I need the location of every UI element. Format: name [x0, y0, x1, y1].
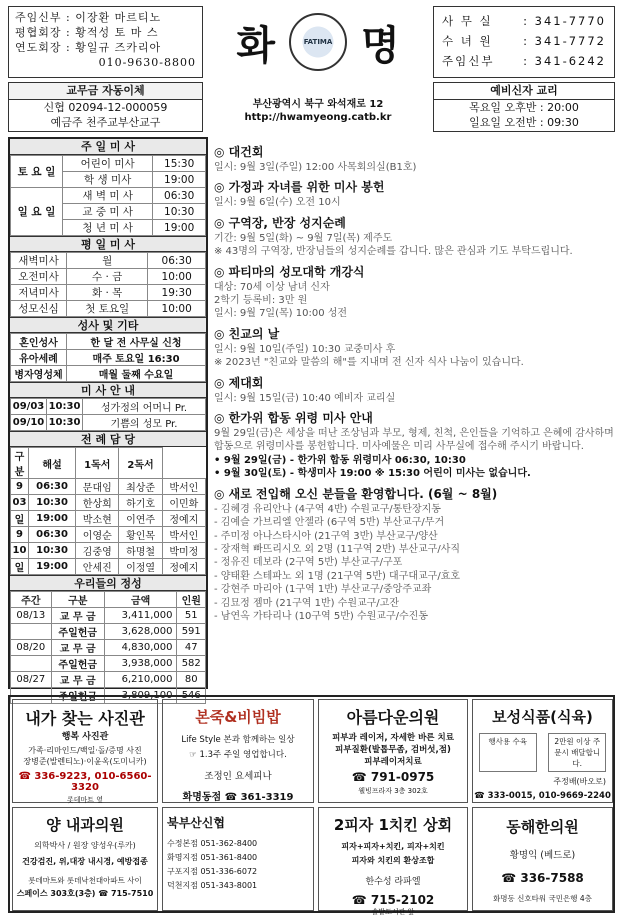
notice-item — [214, 375, 614, 405]
notice-item — [214, 326, 614, 370]
duty-cell: 10:30 — [29, 543, 76, 559]
account-number: 신협 02094-12-000059 — [43, 101, 168, 114]
offering-cell: 교 무 금 — [51, 608, 104, 624]
ad-text: ☞ 1.3주 주일 영업합니다. — [189, 750, 287, 760]
mass-day: 수 · 금 — [67, 269, 148, 285]
ad-text: 웰빙프라자 3층 302호 — [358, 787, 428, 795]
mass-time: 10:30 — [153, 204, 206, 220]
mass-name: 새 벽 미 사 — [63, 188, 153, 204]
account-box — [8, 82, 203, 132]
mass-day: 월 — [67, 253, 148, 269]
duty-cell: 03 — [11, 495, 29, 511]
offering-cell: 주일헌금 — [51, 688, 104, 704]
ad-text: 피자와 치킨의 환상조합 — [351, 856, 435, 865]
parish-address — [208, 98, 428, 124]
offering-cell: 591 — [177, 624, 206, 640]
account-holder: 예금주 천주교부산교구 — [50, 116, 161, 129]
ad-text: 수정본점 051-362-8400 — [167, 839, 258, 848]
duty-cell: 일 — [11, 511, 29, 527]
ad-oriental-clinic — [472, 807, 613, 911]
mass-day: 첫 토요일 — [67, 301, 148, 317]
newcomer-entry: - 양태환 스테파노 외 1명 (21구역 5반) 대구대교구/효호 — [214, 570, 461, 582]
offering-cell: 6,210,000 — [104, 672, 177, 688]
newcomer-entry: - 김묘정 젬마 (21구역 1반) 수원교구/고잔 — [214, 597, 400, 609]
mass-time: 19:00 — [153, 172, 206, 188]
ad-text: 피부과 레이저, 자세한 바른 치료 — [332, 733, 454, 743]
notice-detail: 일시: 9월 15일(금) 10:40 예비자 교리실 — [214, 392, 396, 404]
notice-detail: 대상: 70세 이상 남녀 신자 — [214, 281, 330, 293]
duty-cell: 박미정 — [162, 543, 205, 559]
pastor-info-box — [8, 6, 203, 78]
pastor-line: 주임신부 : 이장환 마르티노 — [15, 11, 162, 24]
ad-title: 내가 찾는 사진관 — [25, 709, 145, 728]
duty-cell: 정예지 — [162, 559, 205, 575]
duty-cell: 하명철 — [119, 543, 162, 559]
schedule-column — [8, 137, 208, 703]
title-left: 화 — [236, 21, 275, 69]
ad-title: 2피자 1치킨 상회 — [333, 816, 453, 834]
sunday-mass-table — [10, 155, 206, 236]
offering-cell: 3,628,000 — [104, 624, 177, 640]
ad-phone: 화명동점 ☎ 361-3319 — [182, 792, 294, 803]
duty-head: 전 례 담 당 — [10, 431, 206, 447]
pastor-label: 주임신부 — [442, 54, 495, 68]
duty-cell: 9 — [11, 527, 29, 543]
duty-cell: 박서인 — [162, 479, 205, 495]
sacrament-info: 한 달 전 사무실 신청 — [67, 334, 206, 350]
duty-cell: 최상준 — [119, 479, 162, 495]
notice-detail: 일시: 9월 10일(주일) 10:30 교중미사 후 — [214, 343, 396, 355]
mass-time: 06:30 — [153, 188, 206, 204]
offering-cell: 08/27 — [11, 672, 52, 688]
notice-title: ◎ 제대회 — [214, 375, 264, 390]
duty-col-header: 2독서 — [119, 448, 162, 479]
ad-text: 롯데마트 옆 — [66, 796, 104, 804]
notice-item — [214, 179, 614, 209]
offering-cell: 3,938,000 — [104, 656, 177, 672]
offering-col-header: 금액 — [104, 592, 177, 608]
offering-head: 우리들의 정성 — [10, 575, 206, 591]
offering-cell — [11, 624, 52, 640]
duty-cell: 이영순 — [76, 527, 119, 543]
notice-title: ◎ 한가위 합동 위령 미사 안내 — [214, 411, 373, 426]
offering-cell: 47 — [177, 640, 206, 656]
duty-cell: 박서인 — [162, 527, 205, 543]
mass-name: 교 중 미 사 — [63, 204, 153, 220]
duty-cell: 이정열 — [119, 559, 162, 575]
mass-name: 성모신심 — [11, 301, 67, 317]
intention-head: 미 사 안 내 — [10, 382, 206, 398]
parish-title — [208, 6, 428, 78]
offering-cell: 3,809,100 — [104, 688, 177, 704]
notices-column — [214, 144, 614, 628]
ad-text: 구포지점 051-336-6072 — [167, 867, 258, 876]
newcomer-entry: - 장재혁 빠뜨리시오 외 2명 (11구역 2반) 부산교구/사직 — [214, 543, 461, 555]
notice-title: ◎ 파티마의 성모대학 개강식 — [214, 264, 365, 279]
duty-cell: 하기호 — [119, 495, 162, 511]
newcomer-entry: - 남연옥 가타리나 (10구역 5반) 수원교구/수진동 — [214, 610, 428, 622]
notice-detail: ※ 2023년 "친교와 말씀의 해"를 지내며 전 신자 식사 나눔이 있습니다. — [214, 357, 524, 369]
offering-cell: 08/20 — [11, 640, 52, 656]
ad-text: 덕천지점 051-343-8001 — [167, 881, 258, 890]
ad-phone: ☎ 336-7588 — [501, 871, 584, 885]
notice-detail: 일시: 9월 3일(주일) 12:00 사목회의실(B1호) — [214, 162, 417, 173]
saturday-label: 토 요 일 — [11, 156, 63, 188]
duty-cell: 일 — [11, 559, 29, 575]
mass-time: 06:30 — [148, 253, 206, 269]
notice-detail: • 9월 30일(토) - 학생미사 19:00 ※ 15:30 어린이 미사는 없습니다. — [214, 468, 531, 480]
intention-table — [10, 398, 206, 431]
mass-time: 10:00 — [148, 301, 206, 317]
newcomer-entry: - 정유진 데보라 (2구역 5반) 부산교구/구포 — [214, 557, 403, 569]
newcomer-entry: - 강현주 마리아 (1구역 1반) 부산교구/중앙주교좌 — [214, 584, 432, 596]
offering-col-header: 구분 — [51, 592, 104, 608]
sacrament-info: 매주 토요일 16:30 — [67, 350, 206, 366]
notice-item — [214, 486, 614, 624]
mass-time: 15:30 — [153, 156, 206, 172]
ads-section — [8, 695, 615, 916]
offering-cell: 주일헌금 — [51, 656, 104, 672]
intention-text: 성가정의 어머니 Pr. — [83, 399, 206, 415]
ad-phone: ☎ 715-2102 — [351, 893, 435, 907]
ad-text: Life Style 본과 함께하는 일상 — [181, 735, 295, 745]
notice-title: ◎ 가정과 자녀를 위한 미사 봉헌 — [214, 180, 385, 195]
ad-text: 건강검진, 위,대장 내시경, 예방접종 — [22, 857, 148, 866]
duty-cell: 황인목 — [119, 527, 162, 543]
ad-text: 의학박사 / 원장 양성우(루카) — [34, 841, 136, 850]
ad-text: 행복 사진관 — [61, 732, 109, 742]
ad-bonjuk — [162, 699, 314, 803]
convent-phone: : 341-7772 — [523, 34, 606, 48]
notice-title: ◎ 구역장, 반장 성지순례 — [214, 215, 346, 230]
sunday-mass-head: 주 일 미 사 — [10, 139, 206, 155]
ad-text: 행사용 수육 — [479, 733, 537, 772]
notice-detail: 9월 29일(금)은 세상을 떠난 조상님과 부모, 형제, 친척, 은인들을 기억하고 은혜에 감사하며 합동으로 위령미사를 봉헌합니다. 미사예물은 미리 사무실에 접수해 주시기 바랍니다. — [214, 428, 614, 453]
ad-text: 2만원 이상 주문시 배달합니다. — [548, 733, 606, 772]
mass-time: 10:00 — [148, 269, 206, 285]
catechumen-box — [433, 82, 615, 132]
offering-cell: 546 — [177, 688, 206, 704]
mass-name: 청 년 미 사 — [63, 220, 153, 236]
ad-title: 동해한의원 — [506, 818, 579, 836]
offering-cell: 08/13 — [11, 608, 52, 624]
catechumen-head: 예비신자 교리 — [434, 83, 614, 100]
duty-table — [10, 447, 206, 575]
duty-cell: 김중영 — [76, 543, 119, 559]
ad-text: 화명지점 051-361-8400 — [167, 853, 258, 862]
duty-cell: 안세진 — [76, 559, 119, 575]
duty-cell: 박소현 — [76, 511, 119, 527]
ad-text: 피부질환(발톱무좀, 검버섯,점) — [335, 745, 451, 755]
office-label: 사 무 실 — [442, 14, 493, 28]
notice-detail: 2학기 등록비: 3만 원 — [214, 295, 308, 307]
ad-text: 피부레이저치료 — [364, 757, 422, 767]
offering-table — [10, 591, 206, 704]
pastor-phone: 010-9630-8800 — [98, 56, 196, 69]
weekday-mass-table — [10, 252, 206, 317]
duty-col-header: 구분 — [11, 448, 29, 479]
offering-cell: 교 무 금 — [51, 640, 104, 656]
duty-cell: 19:00 — [29, 559, 76, 575]
duty-cell: 9 — [11, 479, 29, 495]
ad-phone: ☎ 336-9223, 010-6560-3320 — [18, 771, 152, 793]
sacrament-name: 병자영성체 — [11, 366, 67, 382]
catechumen-sunday: 일요일 오전반 : 09:30 — [469, 116, 579, 129]
ad-pizza — [318, 807, 468, 916]
address-line: 부산광역시 북구 와석재로 12 — [252, 99, 384, 110]
mass-name: 학 생 미사 — [63, 172, 153, 188]
ad-butcher — [472, 699, 613, 803]
notice-title: ◎ 새로 전입해 오신 분들을 환영합니다. (6월 ~ 8월) — [214, 486, 498, 501]
mass-name: 저녁미사 — [11, 285, 67, 301]
notice-item — [214, 264, 614, 321]
duty-cell: 10:30 — [29, 495, 76, 511]
ad-title: 아름다운의원 — [346, 708, 440, 727]
account-head: 교무금 자동이체 — [9, 83, 202, 100]
notice-detail: 일시: 9월 7일(목) 10:00 성전 — [214, 308, 348, 320]
duty-col-header: 해설 — [29, 448, 76, 479]
duty-cell: 이민화 — [162, 495, 205, 511]
weekday-mass-head: 평 일 미 사 — [10, 236, 206, 252]
ad-title: 북부산신협 — [167, 816, 225, 830]
pastor-phone-2: : 341-6242 — [523, 54, 606, 68]
website-link[interactable]: http://hwamyeong.catb.kr — [244, 112, 392, 123]
sacrament-head: 성사 및 기타 — [10, 317, 206, 333]
ad-text: 장병준(발렌티노)·이윤옥(도미니카) — [23, 757, 147, 766]
notice-item — [214, 410, 614, 481]
ad-text: 피자+피자+치킨, 피자+치킨 — [341, 842, 445, 851]
ad-text: 롯데마트와 롯데낙천대아파트 사이 — [28, 876, 142, 885]
ad-title: 본죽&비빔밥 — [195, 708, 281, 726]
council-line: 평협회장 : 황적성 토 마 스 — [15, 26, 159, 39]
sacrament-info: 매월 둘째 수요일 — [67, 366, 206, 382]
ad-title: 양 내과의원 — [46, 816, 124, 834]
ad-text: 가족·리마인드/백일·돌/증명 사진 — [28, 746, 142, 755]
office-phone: : 341-7770 — [523, 14, 606, 28]
notice-detail: • 9월 29일(금) - 한가위 합동 위령미사 06:30, 10:30 — [214, 454, 466, 466]
duty-col-header: 1독서 — [76, 448, 119, 479]
intention-date: 09/03 — [11, 399, 47, 415]
catechumen-thursday: 목요일 오후반 : 20:00 — [469, 101, 579, 114]
duty-cell: 이연주 — [119, 511, 162, 527]
ad-text: 솔밭도서관 앞 — [371, 908, 415, 916]
duty-cell: 문대임 — [76, 479, 119, 495]
ad-text: 주정배(바오로) — [553, 777, 606, 786]
notice-detail: 기간: 9월 5일(화) ~ 9월 7일(목) 제주도 — [214, 232, 393, 244]
offering-cell: 51 — [177, 608, 206, 624]
mass-day: 화 · 목 — [67, 285, 148, 301]
sunday-label: 일 요 일 — [11, 188, 63, 236]
offering-cell: 3,411,000 — [104, 608, 177, 624]
notice-title: ◎ 친교의 날 — [214, 326, 280, 341]
ad-photo-studio — [12, 699, 158, 803]
office-phones — [433, 6, 615, 78]
ad-phone: ☎ 791-0975 — [351, 770, 435, 784]
title-right: 명 — [361, 21, 400, 69]
intention-time: 10:30 — [47, 399, 83, 415]
sacrament-name: 유아세례 — [11, 350, 67, 366]
newcomer-entry: - 김예슬 가브리엘 안젤라 (6구역 5반) 부산교구/무거 — [214, 517, 445, 529]
newcomer-entry: - 김혜경 유리안나 (4구역 4반) 수원교구/통탄장지동 — [214, 503, 441, 515]
ad-text: 황명익 (베드로) — [509, 850, 576, 861]
ad-title: 보성식품(식육) — [492, 708, 593, 726]
notice-title: ◎ 대건회 — [214, 145, 264, 159]
offering-cell: 주일헌금 — [51, 624, 104, 640]
ad-text: 화명동 신호타워 국민은행 4층 — [493, 894, 592, 903]
offering-cell: 교 무 금 — [51, 672, 104, 688]
duty-cell: 19:00 — [29, 511, 76, 527]
convent-label: 수 녀 원 — [442, 34, 493, 48]
newcomer-entry: - 주미정 아나스타시아 (21구역 3반) 부산교구/양산 — [214, 530, 438, 542]
mass-name: 어린이 미사 — [63, 156, 153, 172]
ad-clinic — [318, 699, 468, 803]
sacrament-name: 혼인성사 — [11, 334, 67, 350]
intention-text: 기쁨의 성모 Pr. — [83, 415, 206, 431]
notice-item — [214, 215, 614, 259]
prayer-group-line: 연도회장 : 황일규 즈카리아 — [15, 41, 162, 54]
mass-time: 19:30 — [148, 285, 206, 301]
offering-cell: 80 — [177, 672, 206, 688]
ad-credit-union — [162, 807, 314, 911]
notice-detail: ※ 43명의 구역장, 반장님들의 성지순례를 갑니다. 많은 관심과 기도 부탁드립니다. — [214, 246, 573, 258]
ad-text: 조정인 요세피나 — [204, 771, 272, 782]
offering-cell: 4,830,000 — [104, 640, 177, 656]
notice-detail: 일시: 9월 6일(수) 오전 10시 — [214, 197, 341, 209]
parish-seal-icon: FATIMA — [289, 13, 347, 71]
sacrament-table — [10, 333, 206, 382]
ad-phone: 스페이스 303호(3층) ☎ 715-7510 — [16, 889, 154, 898]
ad-text: 한수성 라파엘 — [365, 877, 421, 887]
intention-time: 10:30 — [47, 415, 83, 431]
offering-cell — [11, 656, 52, 672]
duty-cell: 정예지 — [162, 511, 205, 527]
intention-date: 09/10 — [11, 415, 47, 431]
ad-phone: ☎ 333-0015, 010-9669-2240 — [474, 791, 611, 801]
offering-col-header: 주간 — [11, 592, 52, 608]
mass-name: 오전미사 — [11, 269, 67, 285]
duty-cell: 10 — [11, 543, 29, 559]
ad-internal-clinic — [12, 807, 158, 911]
duty-cell: 한상희 — [76, 495, 119, 511]
notice-item — [214, 144, 614, 174]
offering-cell: 582 — [177, 656, 206, 672]
mass-name: 새벽미사 — [11, 253, 67, 269]
mass-time: 19:00 — [153, 220, 206, 236]
duty-cell: 06:30 — [29, 527, 76, 543]
offering-col-header: 인원 — [177, 592, 206, 608]
duty-cell: 06:30 — [29, 479, 76, 495]
